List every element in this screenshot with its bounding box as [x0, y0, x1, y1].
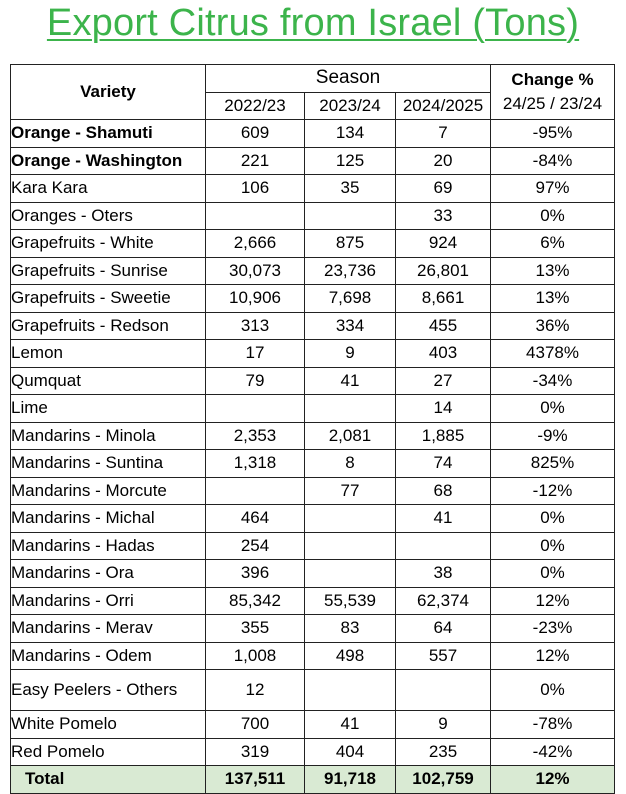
value-2022-23: 355 — [206, 615, 305, 643]
value-2023-24: 125 — [305, 147, 396, 175]
value-2024-2025: 74 — [396, 450, 491, 478]
value-2023-24 — [305, 395, 396, 423]
value-2023-24: 41 — [305, 711, 396, 739]
value-2023-24: 77 — [305, 477, 396, 505]
table-row — [11, 477, 615, 505]
variety-cell: Mandarins - Ora — [11, 560, 206, 588]
change-header-label: Change % — [511, 70, 594, 89]
table-body — [11, 120, 615, 766]
variety-cell: Orange - Washington — [11, 147, 206, 175]
value-2023-24: 35 — [305, 175, 396, 203]
variety-cell: Oranges - Oters — [11, 202, 206, 230]
value-2024-2025: 33 — [396, 202, 491, 230]
value-2023-24: 83 — [305, 615, 396, 643]
value-2023-24: 134 — [305, 120, 396, 148]
value-2024-2025: 1,885 — [396, 422, 491, 450]
citrus-export-table — [10, 64, 615, 794]
header-row — [11, 65, 615, 93]
value-2024-2025: 557 — [396, 642, 491, 670]
variety-cell: Grapefruits - White — [11, 230, 206, 258]
year-header-2022-23: 2022/23 — [206, 92, 305, 120]
change-cell: 97% — [491, 175, 615, 203]
value-2023-24: 2,081 — [305, 422, 396, 450]
table-row — [11, 450, 615, 478]
value-2024-2025: 14 — [396, 395, 491, 423]
table-row — [11, 395, 615, 423]
table-row — [11, 285, 615, 313]
change-cell: 13% — [491, 257, 615, 285]
value-2024-2025: 8,661 — [396, 285, 491, 313]
year-header-2023-24: 2023/24 — [305, 92, 396, 120]
value-2023-24 — [305, 202, 396, 230]
total-2022-23: 137,511 — [206, 766, 305, 794]
table-row — [11, 257, 615, 285]
value-2024-2025: 235 — [396, 738, 491, 766]
value-2022-23: 1,008 — [206, 642, 305, 670]
value-2024-2025: 38 — [396, 560, 491, 588]
value-2024-2025: 7 — [396, 120, 491, 148]
variety-cell: Mandarins - Suntina — [11, 450, 206, 478]
value-2024-2025: 62,374 — [396, 587, 491, 615]
variety-cell: Lemon — [11, 340, 206, 368]
change-cell: 0% — [491, 532, 615, 560]
page-title: Export Citrus from Israel (Tons) — [46, 2, 580, 44]
value-2022-23 — [206, 395, 305, 423]
variety-cell: Grapefruits - Sunrise — [11, 257, 206, 285]
change-cell: 13% — [491, 285, 615, 313]
value-2022-23: 609 — [206, 120, 305, 148]
year-header-2024-2025: 2024/2025 — [396, 92, 491, 120]
value-2023-24: 8 — [305, 450, 396, 478]
table-row — [11, 615, 615, 643]
variety-cell: Qumquat — [11, 367, 206, 395]
value-2022-23: 17 — [206, 340, 305, 368]
change-cell: 0% — [491, 202, 615, 230]
table-row — [11, 587, 615, 615]
change-cell: -78% — [491, 711, 615, 739]
value-2022-23 — [206, 202, 305, 230]
change-cell: 825% — [491, 450, 615, 478]
change-cell: 0% — [491, 395, 615, 423]
change-cell: 0% — [491, 505, 615, 533]
change-cell: -95% — [491, 120, 615, 148]
value-2024-2025: 41 — [396, 505, 491, 533]
value-2023-24 — [305, 560, 396, 588]
value-2022-23: 1,318 — [206, 450, 305, 478]
value-2023-24: 498 — [305, 642, 396, 670]
value-2022-23: 12 — [206, 670, 305, 711]
table-row — [11, 367, 615, 395]
value-2023-24 — [305, 532, 396, 560]
table-row — [11, 711, 615, 739]
change-cell: -34% — [491, 367, 615, 395]
value-2024-2025: 27 — [396, 367, 491, 395]
change-header — [491, 65, 615, 120]
variety-cell: Mandarins - Hadas — [11, 532, 206, 560]
value-2022-23: 319 — [206, 738, 305, 766]
value-2024-2025 — [396, 532, 491, 560]
change-cell: 6% — [491, 230, 615, 258]
change-cell: 36% — [491, 312, 615, 340]
variety-cell: Lime — [11, 395, 206, 423]
variety-cell: Grapefruits - Redson — [11, 312, 206, 340]
value-2023-24: 7,698 — [305, 285, 396, 313]
variety-header: Variety — [11, 65, 206, 120]
change-cell: 4378% — [491, 340, 615, 368]
value-2023-24: 9 — [305, 340, 396, 368]
table-row — [11, 120, 615, 148]
table-row — [11, 230, 615, 258]
variety-cell: Orange - Shamuti — [11, 120, 206, 148]
value-2022-23: 2,666 — [206, 230, 305, 258]
table-row — [11, 642, 615, 670]
value-2022-23 — [206, 477, 305, 505]
change-cell: 12% — [491, 587, 615, 615]
variety-cell: Mandarins - Minola — [11, 422, 206, 450]
table-row — [11, 505, 615, 533]
change-cell: -9% — [491, 422, 615, 450]
change-cell: -42% — [491, 738, 615, 766]
value-2023-24: 41 — [305, 367, 396, 395]
value-2023-24: 404 — [305, 738, 396, 766]
value-2024-2025: 924 — [396, 230, 491, 258]
total-row — [11, 766, 615, 794]
change-header-subtitle: 24/25 / 23/24 — [502, 94, 603, 113]
table-row — [11, 738, 615, 766]
value-2022-23: 106 — [206, 175, 305, 203]
value-2022-23: 254 — [206, 532, 305, 560]
variety-cell: Mandarins - Michal — [11, 505, 206, 533]
change-cell: -12% — [491, 477, 615, 505]
value-2024-2025: 455 — [396, 312, 491, 340]
change-cell: -23% — [491, 615, 615, 643]
variety-cell: White Pomelo — [11, 711, 206, 739]
value-2022-23: 79 — [206, 367, 305, 395]
total-change: 12% — [491, 766, 615, 794]
value-2024-2025: 9 — [396, 711, 491, 739]
variety-cell: Grapefruits - Sweetie — [11, 285, 206, 313]
value-2023-24 — [305, 505, 396, 533]
value-2022-23: 2,353 — [206, 422, 305, 450]
value-2024-2025: 69 — [396, 175, 491, 203]
change-cell: 12% — [491, 642, 615, 670]
value-2022-23: 396 — [206, 560, 305, 588]
value-2024-2025 — [396, 670, 491, 711]
total-2024-2025: 102,759 — [396, 766, 491, 794]
total-label: Total — [11, 766, 206, 794]
value-2023-24: 334 — [305, 312, 396, 340]
change-cell: 0% — [491, 670, 615, 711]
value-2023-24: 23,736 — [305, 257, 396, 285]
table-row — [11, 202, 615, 230]
value-2022-23: 313 — [206, 312, 305, 340]
total-2023-24: 91,718 — [305, 766, 396, 794]
value-2023-24 — [305, 670, 396, 711]
variety-cell: Mandarins - Morcute — [11, 477, 206, 505]
value-2023-24: 55,539 — [305, 587, 396, 615]
season-header: Season — [206, 65, 491, 93]
value-2022-23: 85,342 — [206, 587, 305, 615]
table-row — [11, 532, 615, 560]
value-2022-23: 30,073 — [206, 257, 305, 285]
table-row — [11, 422, 615, 450]
variety-cell: Kara Kara — [11, 175, 206, 203]
table-row — [11, 147, 615, 175]
value-2024-2025: 403 — [396, 340, 491, 368]
variety-cell: Easy Peelers - Others — [11, 670, 206, 711]
value-2024-2025: 64 — [396, 615, 491, 643]
table-row — [11, 560, 615, 588]
value-2023-24: 875 — [305, 230, 396, 258]
variety-cell: Mandarins - Odem — [11, 642, 206, 670]
value-2024-2025: 26,801 — [396, 257, 491, 285]
value-2022-23: 10,906 — [206, 285, 305, 313]
value-2022-23: 221 — [206, 147, 305, 175]
variety-cell: Red Pomelo — [11, 738, 206, 766]
table-row — [11, 670, 615, 711]
change-cell: 0% — [491, 560, 615, 588]
table-row — [11, 312, 615, 340]
variety-cell: Mandarins - Merav — [11, 615, 206, 643]
value-2024-2025: 20 — [396, 147, 491, 175]
variety-cell: Mandarins - Orri — [11, 587, 206, 615]
change-cell: -84% — [491, 147, 615, 175]
value-2022-23: 700 — [206, 711, 305, 739]
value-2022-23: 464 — [206, 505, 305, 533]
table-row — [11, 175, 615, 203]
table-row — [11, 340, 615, 368]
value-2024-2025: 68 — [396, 477, 491, 505]
